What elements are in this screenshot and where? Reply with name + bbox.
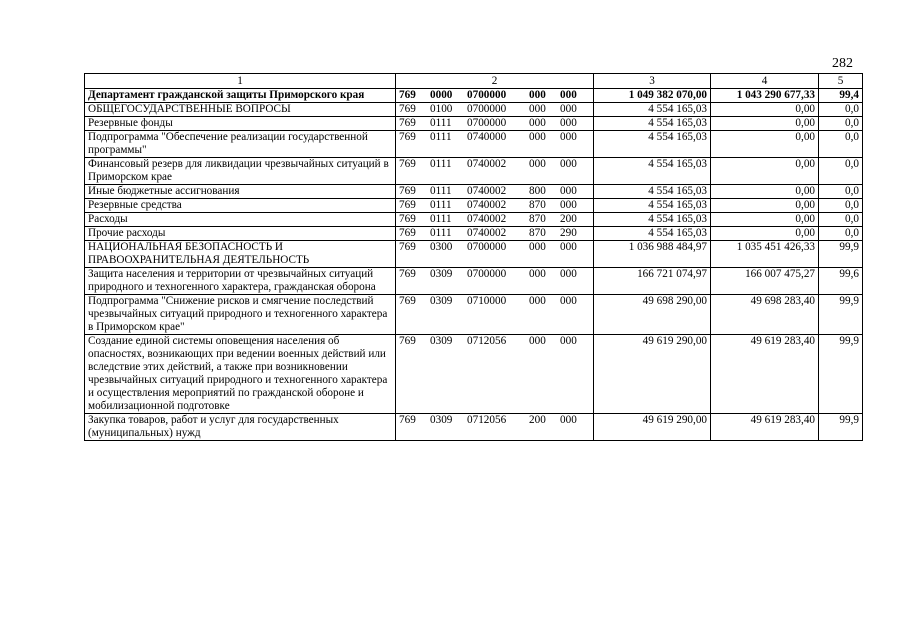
header-cell: 4 <box>711 74 819 89</box>
code-segment: 0309 <box>430 295 453 307</box>
row-plan-amount: 166 721 074,97 <box>594 268 711 295</box>
row-codes <box>396 227 594 241</box>
code-segment: 000 <box>529 89 546 101</box>
row-plan-amount: 49 619 290,00 <box>594 335 711 414</box>
row-percent: 99,9 <box>819 295 863 335</box>
code-segment: 290 <box>560 227 577 239</box>
row-name: Закупка товаров, работ и услуг для государственных (муниципальных) нужд <box>85 414 396 441</box>
code-segment: 769 <box>399 117 416 129</box>
code-segment: 0111 <box>430 185 452 197</box>
table-row <box>85 158 863 185</box>
code-segment: 0740002 <box>467 185 507 197</box>
row-codes <box>396 117 594 131</box>
row-name: Прочие расходы <box>85 227 396 241</box>
code-segment: 200 <box>560 213 577 225</box>
table-header-row <box>85 74 863 89</box>
code-segment: 769 <box>399 131 416 143</box>
code-segment: 000 <box>560 89 577 101</box>
code-segment: 000 <box>560 158 577 170</box>
row-name: ОБЩЕГОСУДАРСТВЕННЫЕ ВОПРОСЫ <box>85 103 396 117</box>
row-name: Департамент гражданской защиты Приморского края <box>85 89 396 103</box>
header-cell: 5 <box>819 74 863 89</box>
row-fact-amount: 0,00 <box>711 131 819 158</box>
row-percent: 99,9 <box>819 414 863 441</box>
code-segment: 000 <box>529 268 546 280</box>
code-segment: 0111 <box>430 227 452 239</box>
row-plan-amount: 49 698 290,00 <box>594 295 711 335</box>
code-segment: 000 <box>529 117 546 129</box>
row-plan-amount: 4 554 165,03 <box>594 117 711 131</box>
code-segment: 769 <box>399 241 416 253</box>
row-plan-amount: 4 554 165,03 <box>594 158 711 185</box>
row-percent: 0,0 <box>819 103 863 117</box>
code-segment: 769 <box>399 414 416 426</box>
page-number: 282 <box>832 56 853 71</box>
row-name: Резервные средства <box>85 199 396 213</box>
row-percent: 99,4 <box>819 89 863 103</box>
row-name: Подпрограмма "Обеспечение реализации государственной программы" <box>85 131 396 158</box>
code-segment: 000 <box>529 241 546 253</box>
header-cell: 3 <box>594 74 711 89</box>
code-segment: 769 <box>399 335 416 347</box>
code-segment: 000 <box>560 295 577 307</box>
row-codes <box>396 103 594 117</box>
row-plan-amount: 1 036 988 484,97 <box>594 241 711 268</box>
row-codes <box>396 335 594 414</box>
row-name: Финансовый резерв для ликвидации чрезвычайных ситуаций в Приморском крае <box>85 158 396 185</box>
code-segment: 000 <box>560 131 577 143</box>
table-row <box>85 185 863 199</box>
code-segment: 000 <box>529 335 546 347</box>
code-segment: 200 <box>529 414 546 426</box>
row-codes <box>396 241 594 268</box>
row-fact-amount: 49 698 283,40 <box>711 295 819 335</box>
code-segment: 000 <box>529 295 546 307</box>
row-percent: 0,0 <box>819 227 863 241</box>
row-plan-amount: 4 554 165,03 <box>594 227 711 241</box>
row-fact-amount: 49 619 283,40 <box>711 414 819 441</box>
row-name: Расходы <box>85 213 396 227</box>
row-fact-amount: 1 043 290 677,33 <box>711 89 819 103</box>
code-segment: 769 <box>399 89 416 101</box>
code-segment: 0111 <box>430 117 452 129</box>
row-fact-amount: 0,00 <box>711 199 819 213</box>
header-cell: 2 <box>396 74 594 89</box>
table-row <box>85 213 863 227</box>
table-row <box>85 117 863 131</box>
code-segment: 000 <box>560 117 577 129</box>
code-segment: 000 <box>560 199 577 211</box>
table-row <box>85 268 863 295</box>
row-codes <box>396 158 594 185</box>
budget-table <box>84 73 863 441</box>
row-name: Иные бюджетные ассигнования <box>85 185 396 199</box>
row-fact-amount: 0,00 <box>711 103 819 117</box>
code-segment: 769 <box>399 295 416 307</box>
row-percent: 0,0 <box>819 131 863 158</box>
row-plan-amount: 4 554 165,03 <box>594 103 711 117</box>
row-percent: 99,6 <box>819 268 863 295</box>
code-segment: 769 <box>399 158 416 170</box>
code-segment: 000 <box>560 414 577 426</box>
row-fact-amount: 0,00 <box>711 117 819 131</box>
table-row <box>85 89 863 103</box>
code-segment: 0740000 <box>467 131 507 143</box>
code-segment: 870 <box>529 199 546 211</box>
table-row <box>85 335 863 414</box>
code-segment: 769 <box>399 103 416 115</box>
code-segment: 000 <box>560 335 577 347</box>
table-row <box>85 241 863 268</box>
code-segment: 0700000 <box>467 89 507 101</box>
row-codes <box>396 199 594 213</box>
code-segment: 769 <box>399 227 416 239</box>
row-percent: 99,9 <box>819 241 863 268</box>
row-percent: 99,9 <box>819 335 863 414</box>
code-segment: 0740002 <box>467 199 507 211</box>
code-segment: 0111 <box>430 199 452 211</box>
code-segment: 0700000 <box>467 241 507 253</box>
code-segment: 0712056 <box>467 335 507 347</box>
row-plan-amount: 4 554 165,03 <box>594 131 711 158</box>
row-name: НАЦИОНАЛЬНАЯ БЕЗОПАСНОСТЬ И ПРАВООХРАНИТЕЛЬНАЯ ДЕЯТЕЛЬНОСТЬ <box>85 241 396 268</box>
code-segment: 769 <box>399 213 416 225</box>
row-fact-amount: 49 619 283,40 <box>711 335 819 414</box>
row-name: Подпрограмма "Снижение рисков и смягчение последствий чрезвычайных ситуаций природного и техногенного характера в Приморском крае" <box>85 295 396 335</box>
row-codes <box>396 268 594 295</box>
code-segment: 0300 <box>430 241 453 253</box>
code-segment: 769 <box>399 268 416 280</box>
code-segment: 0710000 <box>467 295 507 307</box>
row-codes <box>396 295 594 335</box>
code-segment: 0000 <box>430 89 453 101</box>
code-segment: 0700000 <box>467 117 507 129</box>
row-codes <box>396 89 594 103</box>
row-percent: 0,0 <box>819 199 863 213</box>
code-segment: 000 <box>560 103 577 115</box>
code-segment: 0700000 <box>467 268 507 280</box>
table-row <box>85 131 863 158</box>
code-segment: 870 <box>529 213 546 225</box>
row-percent: 0,0 <box>819 185 863 199</box>
code-segment: 0700000 <box>467 103 507 115</box>
code-segment: 000 <box>560 185 577 197</box>
code-segment: 000 <box>560 241 577 253</box>
row-fact-amount: 0,00 <box>711 185 819 199</box>
row-fact-amount: 0,00 <box>711 158 819 185</box>
header-cell: 1 <box>85 74 396 89</box>
code-segment: 0111 <box>430 213 452 225</box>
row-plan-amount: 49 619 290,00 <box>594 414 711 441</box>
code-segment: 0712056 <box>467 414 507 426</box>
row-name: Резервные фонды <box>85 117 396 131</box>
row-fact-amount: 166 007 475,27 <box>711 268 819 295</box>
row-name: Создание единой системы оповещения населения об опасностях, возникающих при ведении военных действий или вследствие этих действий, а также при возникновении чрезвычайных ситуаций природного и техногенного характера и осуществления мероприятий по гражданской обороне и мобилизационной подготовке <box>85 335 396 414</box>
row-plan-amount: 4 554 165,03 <box>594 199 711 213</box>
row-fact-amount: 0,00 <box>711 227 819 241</box>
row-fact-amount: 0,00 <box>711 213 819 227</box>
row-percent: 0,0 <box>819 213 863 227</box>
code-segment: 0309 <box>430 414 453 426</box>
row-plan-amount: 1 049 382 070,00 <box>594 89 711 103</box>
table-row <box>85 103 863 117</box>
row-plan-amount: 4 554 165,03 <box>594 185 711 199</box>
code-segment: 000 <box>529 103 546 115</box>
code-segment: 000 <box>560 268 577 280</box>
code-segment: 0740002 <box>467 213 507 225</box>
code-segment: 0100 <box>430 103 453 115</box>
row-codes <box>396 185 594 199</box>
code-segment: 800 <box>529 185 546 197</box>
code-segment: 0740002 <box>467 227 507 239</box>
code-segment: 0111 <box>430 158 452 170</box>
code-segment: 0309 <box>430 335 453 347</box>
row-codes <box>396 213 594 227</box>
code-segment: 0111 <box>430 131 452 143</box>
code-segment: 769 <box>399 185 416 197</box>
code-segment: 0740002 <box>467 158 507 170</box>
code-segment: 870 <box>529 227 546 239</box>
row-percent: 0,0 <box>819 117 863 131</box>
row-codes <box>396 131 594 158</box>
row-percent: 0,0 <box>819 158 863 185</box>
row-name: Защита населения и территории от чрезвычайных ситуаций природного и техногенного характера, гражданская оборона <box>85 268 396 295</box>
code-segment: 000 <box>529 131 546 143</box>
table-row <box>85 199 863 213</box>
row-plan-amount: 4 554 165,03 <box>594 213 711 227</box>
table-row <box>85 295 863 335</box>
table-row <box>85 227 863 241</box>
code-segment: 0309 <box>430 268 453 280</box>
code-segment: 769 <box>399 199 416 211</box>
row-codes <box>396 414 594 441</box>
row-fact-amount: 1 035 451 426,33 <box>711 241 819 268</box>
table-row <box>85 414 863 441</box>
code-segment: 000 <box>529 158 546 170</box>
